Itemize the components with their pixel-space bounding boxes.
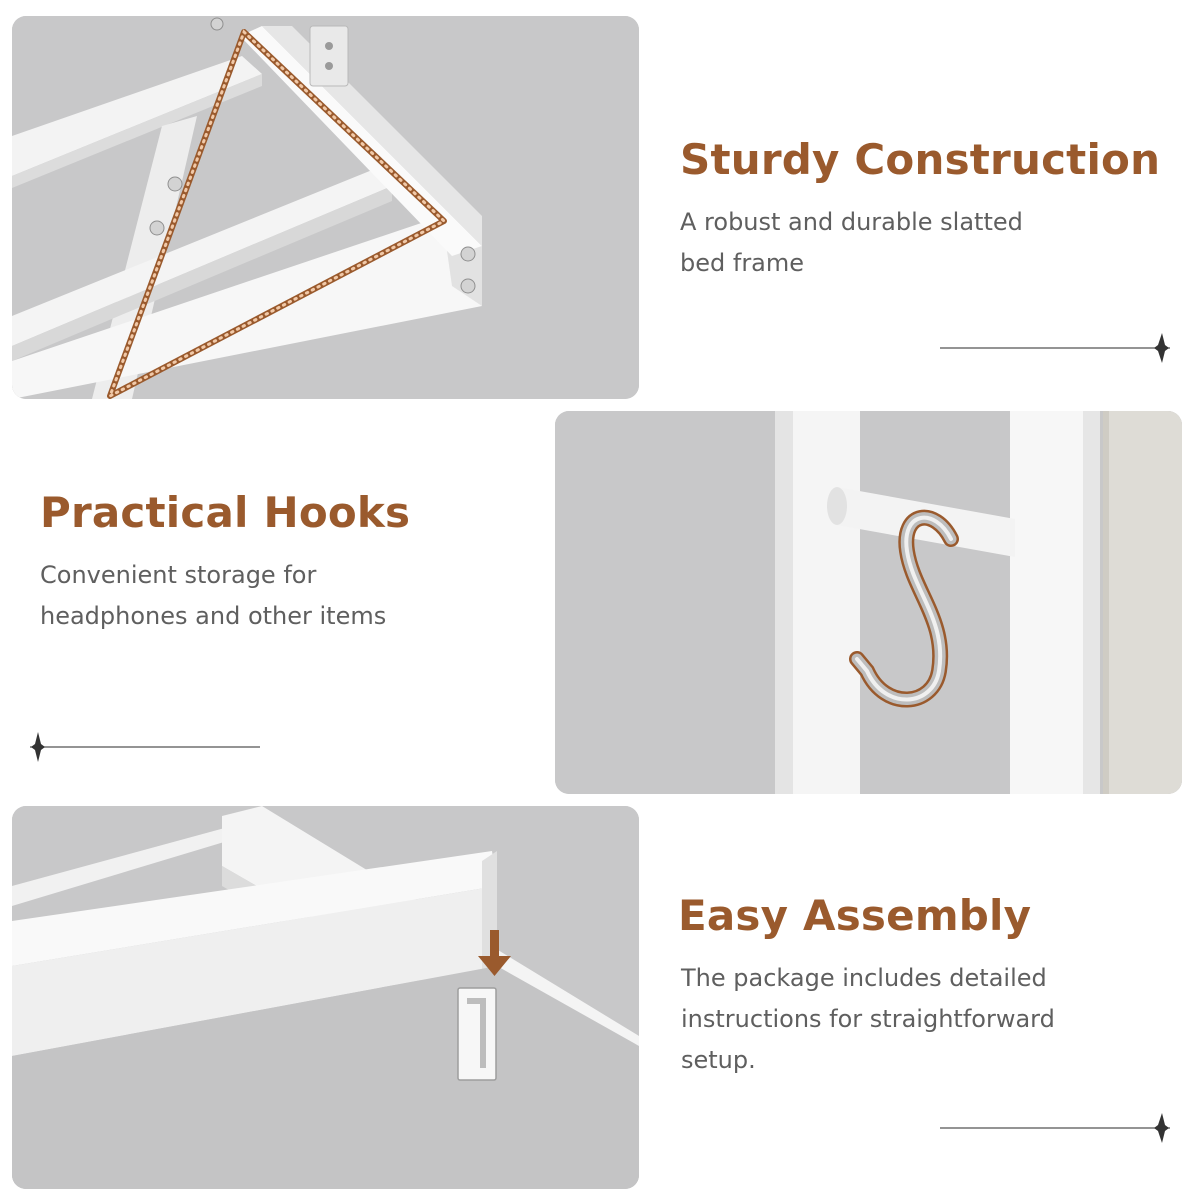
hooks-photo	[555, 411, 1182, 794]
feature-title: Sturdy Construction	[680, 135, 1161, 184]
s-hook-illustration	[555, 411, 1182, 794]
construction-photo	[12, 16, 639, 399]
sparkle-icon	[940, 1113, 1180, 1143]
feature-practical-hooks	[40, 489, 540, 637]
feature-title: Easy Assembly	[678, 891, 1032, 940]
feature-description: Convenient storage for headphones and other items	[40, 561, 387, 631]
feature-description: A robust and durable slatted bed frame	[680, 208, 1023, 278]
feature-title: Practical Hooks	[40, 488, 411, 537]
bed-frame-bracket-illustration	[12, 806, 639, 1189]
feature-easy-assembly	[678, 892, 1178, 1081]
assembly-photo	[12, 806, 639, 1189]
feature-sturdy-construction	[680, 136, 1180, 284]
sparkle-icon	[20, 732, 260, 762]
feature-description: The package includes detailed instructions for straightforward setup.	[681, 964, 1055, 1075]
decorative-divider	[940, 333, 1180, 363]
decorative-divider	[20, 732, 260, 762]
decorative-divider	[940, 1113, 1180, 1143]
sparkle-icon	[940, 333, 1180, 363]
bed-frame-corner-illustration	[12, 16, 639, 399]
